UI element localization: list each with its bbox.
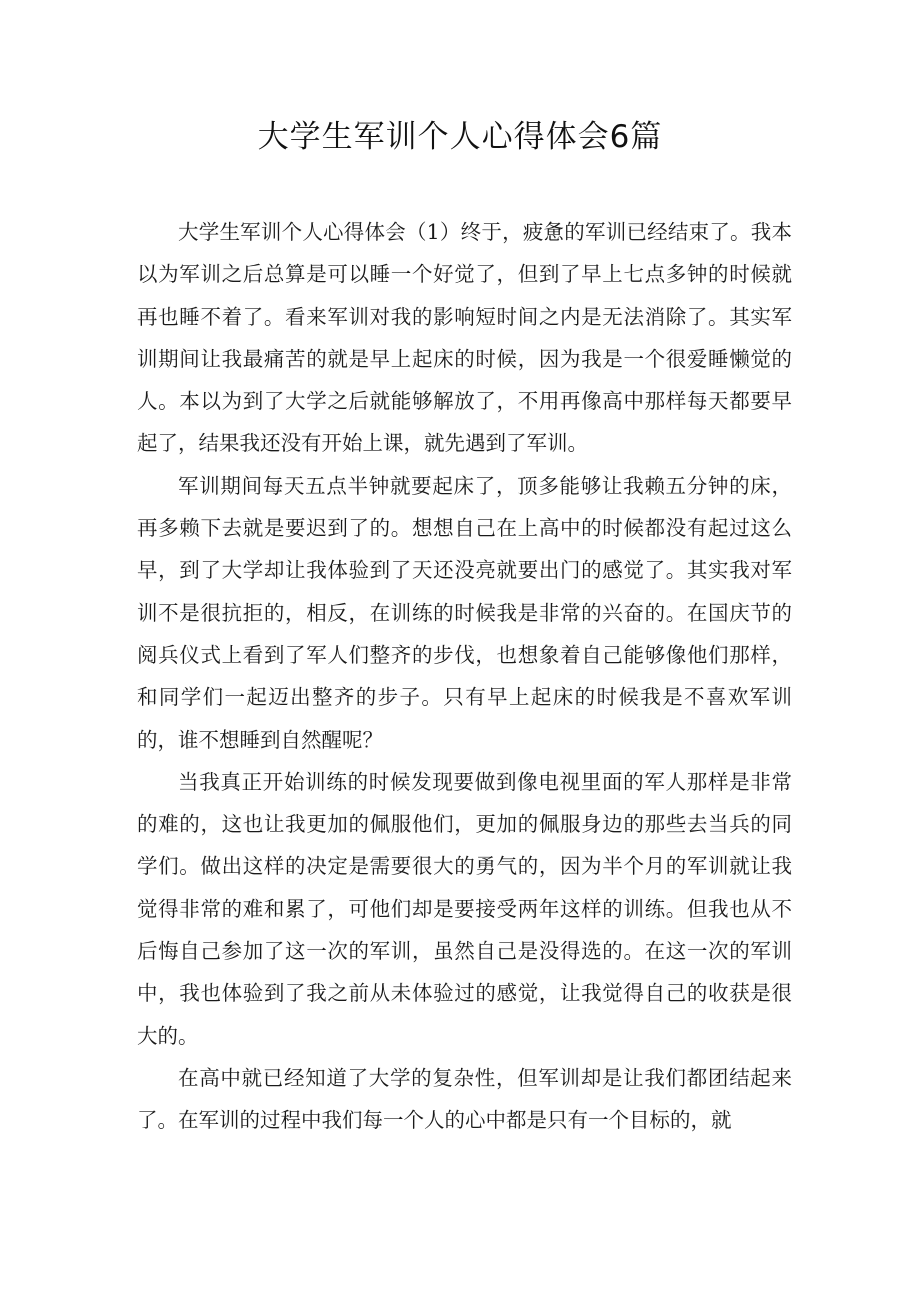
paragraph-2: 军训期间每天五点半钟就要起床了，顶多能够让我赖五分钟的床，再多赖下去就是要迟到了的。想想自己在上高中的时候都没有起过这么早，到了大学却让我体验到了天还没亮就要出门的感觉了。其实我对军训不是很抗拒的，相反，在训练的时候我是非常的兴奋的。在国庆节的阅兵仪式上看到了军人们整齐的步伐，也想象着自己能够像他们那样，和同学们一起迈出整齐的步子。只有早上起床的时候我是不喜欢军训的，谁不想睡到自然醒呢？	[137, 473, 792, 752]
document-body	[137, 211, 792, 1142]
paragraph-3: 当我真正开始训练的时候发现要做到像电视里面的军人那样是非常的难的，这也让我更加的佩服他们，更加的佩服身边的那些去当兵的同学们。做出这样的决定是需要很大的勇气的，因为半个月的军训就让我觉得非常的难和累了，可他们却是要接受两年这样的训练。但我也从不后悔自己参加了这一次的军训，虽然自己是没得选的。在这一次的军训中，我也体验到了我之前从未体验过的感觉，让我觉得自己的收获是很大的。	[137, 769, 792, 1048]
document-title: 大学生军训个人心得体会6篇	[257, 119, 663, 155]
paragraph-1: 大学生军训个人心得体会（1）终于，疲惫的军训已经结束了。我本以为军训之后总算是可以睡一个好觉了，但到了早上七点多钟的时候就再也睡不着了。看来军训对我的影响短时间之内是无法消除了。其实军训期间让我最痛苦的就是早上起床的时候，因为我是一个很爱睡懒觉的人。本以为到了大学之后就能够解放了，不用再像高中那样每天都要早起了，结果我还没有开始上课，就先遇到了军训。	[137, 220, 792, 456]
paragraph-4: 在高中就已经知道了大学的复杂性，但军训却是让我们都团结起来了。在军训的过程中我们每一个人的心中都是只有一个目标的，就	[137, 1065, 792, 1133]
